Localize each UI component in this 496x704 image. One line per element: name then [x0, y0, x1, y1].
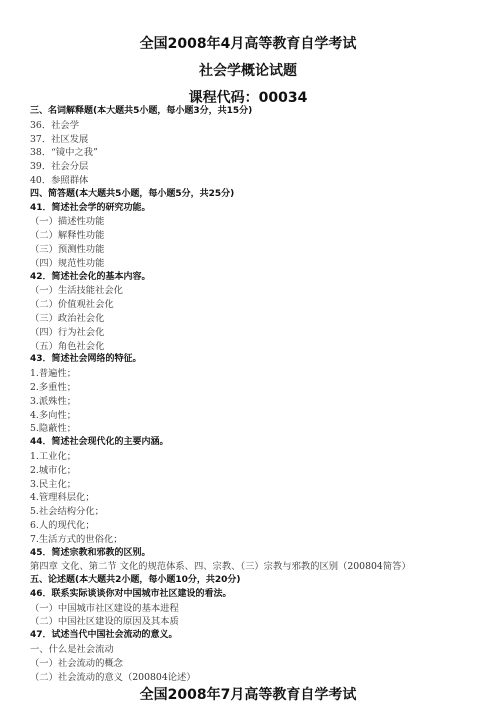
answer-line: （一）中国城市社区建设的基本进程 — [30, 602, 179, 614]
next-exam-title: 全国2008年7月高等教育自学考试 — [139, 687, 357, 703]
answer-line: （一）描述性功能 — [30, 216, 105, 228]
question-heading: 五、论述题(本大题共2小题，每小题10分，共20分) — [30, 575, 241, 586]
answer-line: （四）行为社会化 — [30, 326, 105, 338]
answer-line: 2.多重性； — [30, 381, 77, 393]
subject-title: 社会学概论试题 — [199, 63, 297, 79]
answer-line: （一）社会流动的概念 — [30, 657, 123, 669]
answer-line: 4.多向性； — [30, 409, 77, 421]
answer-line: （二）解释性功能 — [30, 230, 105, 242]
question-heading: 四、简答题(本大题共5小题，每小题5分，共25分) — [30, 188, 235, 199]
question-heading: 44．简述社会现代化的主要内涵。 — [30, 437, 169, 448]
answer-line: （二）社会流动的意义（200804论述） — [30, 671, 196, 683]
answer-line: 38．“镜中之我” — [30, 147, 98, 159]
answer-line: 1.普遍性； — [30, 368, 77, 380]
answer-line: 40．参照群体 — [30, 174, 89, 186]
answer-line: 3.派殊性； — [30, 395, 77, 407]
answer-line: 36．社会学 — [30, 119, 80, 131]
answer-line: （四）规范性功能 — [30, 257, 105, 269]
answer-line: （三）政治社会化 — [30, 312, 105, 324]
answer-line: 5.隐蔽性； — [30, 423, 77, 435]
question-heading: 45．简述宗教和邪教的区别。 — [30, 547, 151, 558]
question-heading: 41．简述社会学的研究功能。 — [30, 202, 151, 213]
answer-line: （一）生活技能社会化 — [30, 285, 123, 297]
answer-line: 2.城市化； — [30, 464, 77, 476]
exam-content — [30, 105, 490, 684]
answer-line: 39．社会分层 — [30, 161, 89, 173]
answer-line: 第四章 文化、第二节 文化的规范体系、四、宗教、（三）宗教与邪教的区别（200804简答） — [30, 561, 411, 573]
answer-line: 7.生活方式的世俗化； — [30, 533, 123, 545]
answer-line: 一、什么是社会流动 — [30, 644, 114, 656]
answer-line: 6.人的现代化； — [30, 519, 95, 531]
question-heading: 43．简述社会网络的特征。 — [30, 354, 142, 365]
answer-line: 1.工业化； — [30, 450, 77, 462]
exam-title: 全国2008年4月高等教育自学考试 — [139, 36, 357, 52]
answer-line: 4.管理科层化； — [30, 492, 95, 504]
answer-line: 3.民主化； — [30, 478, 77, 490]
answer-line: （二）价值观社会化 — [30, 299, 114, 311]
answer-line: （五）角色社会化 — [30, 340, 105, 352]
question-heading: 42．简述社会化的基本内容。 — [30, 271, 151, 282]
answer-line: 37．社区发展 — [30, 133, 89, 145]
answer-line: （二）中国社区建设的原因及其本质 — [30, 616, 179, 628]
question-heading: 三、名词解释题(本大题共5小题，每小题3分，共15分) — [30, 106, 253, 116]
question-heading: 46．联系实际谈谈你对中国城市社区建设的看法。 — [30, 588, 232, 599]
answer-line: （三）预测性功能 — [30, 243, 105, 255]
course-code: 课程代码：00034 — [188, 90, 308, 106]
question-heading: 47．试述当代中国社会流动的意义。 — [30, 630, 178, 641]
answer-line: 5.社会结构分化； — [30, 506, 104, 518]
